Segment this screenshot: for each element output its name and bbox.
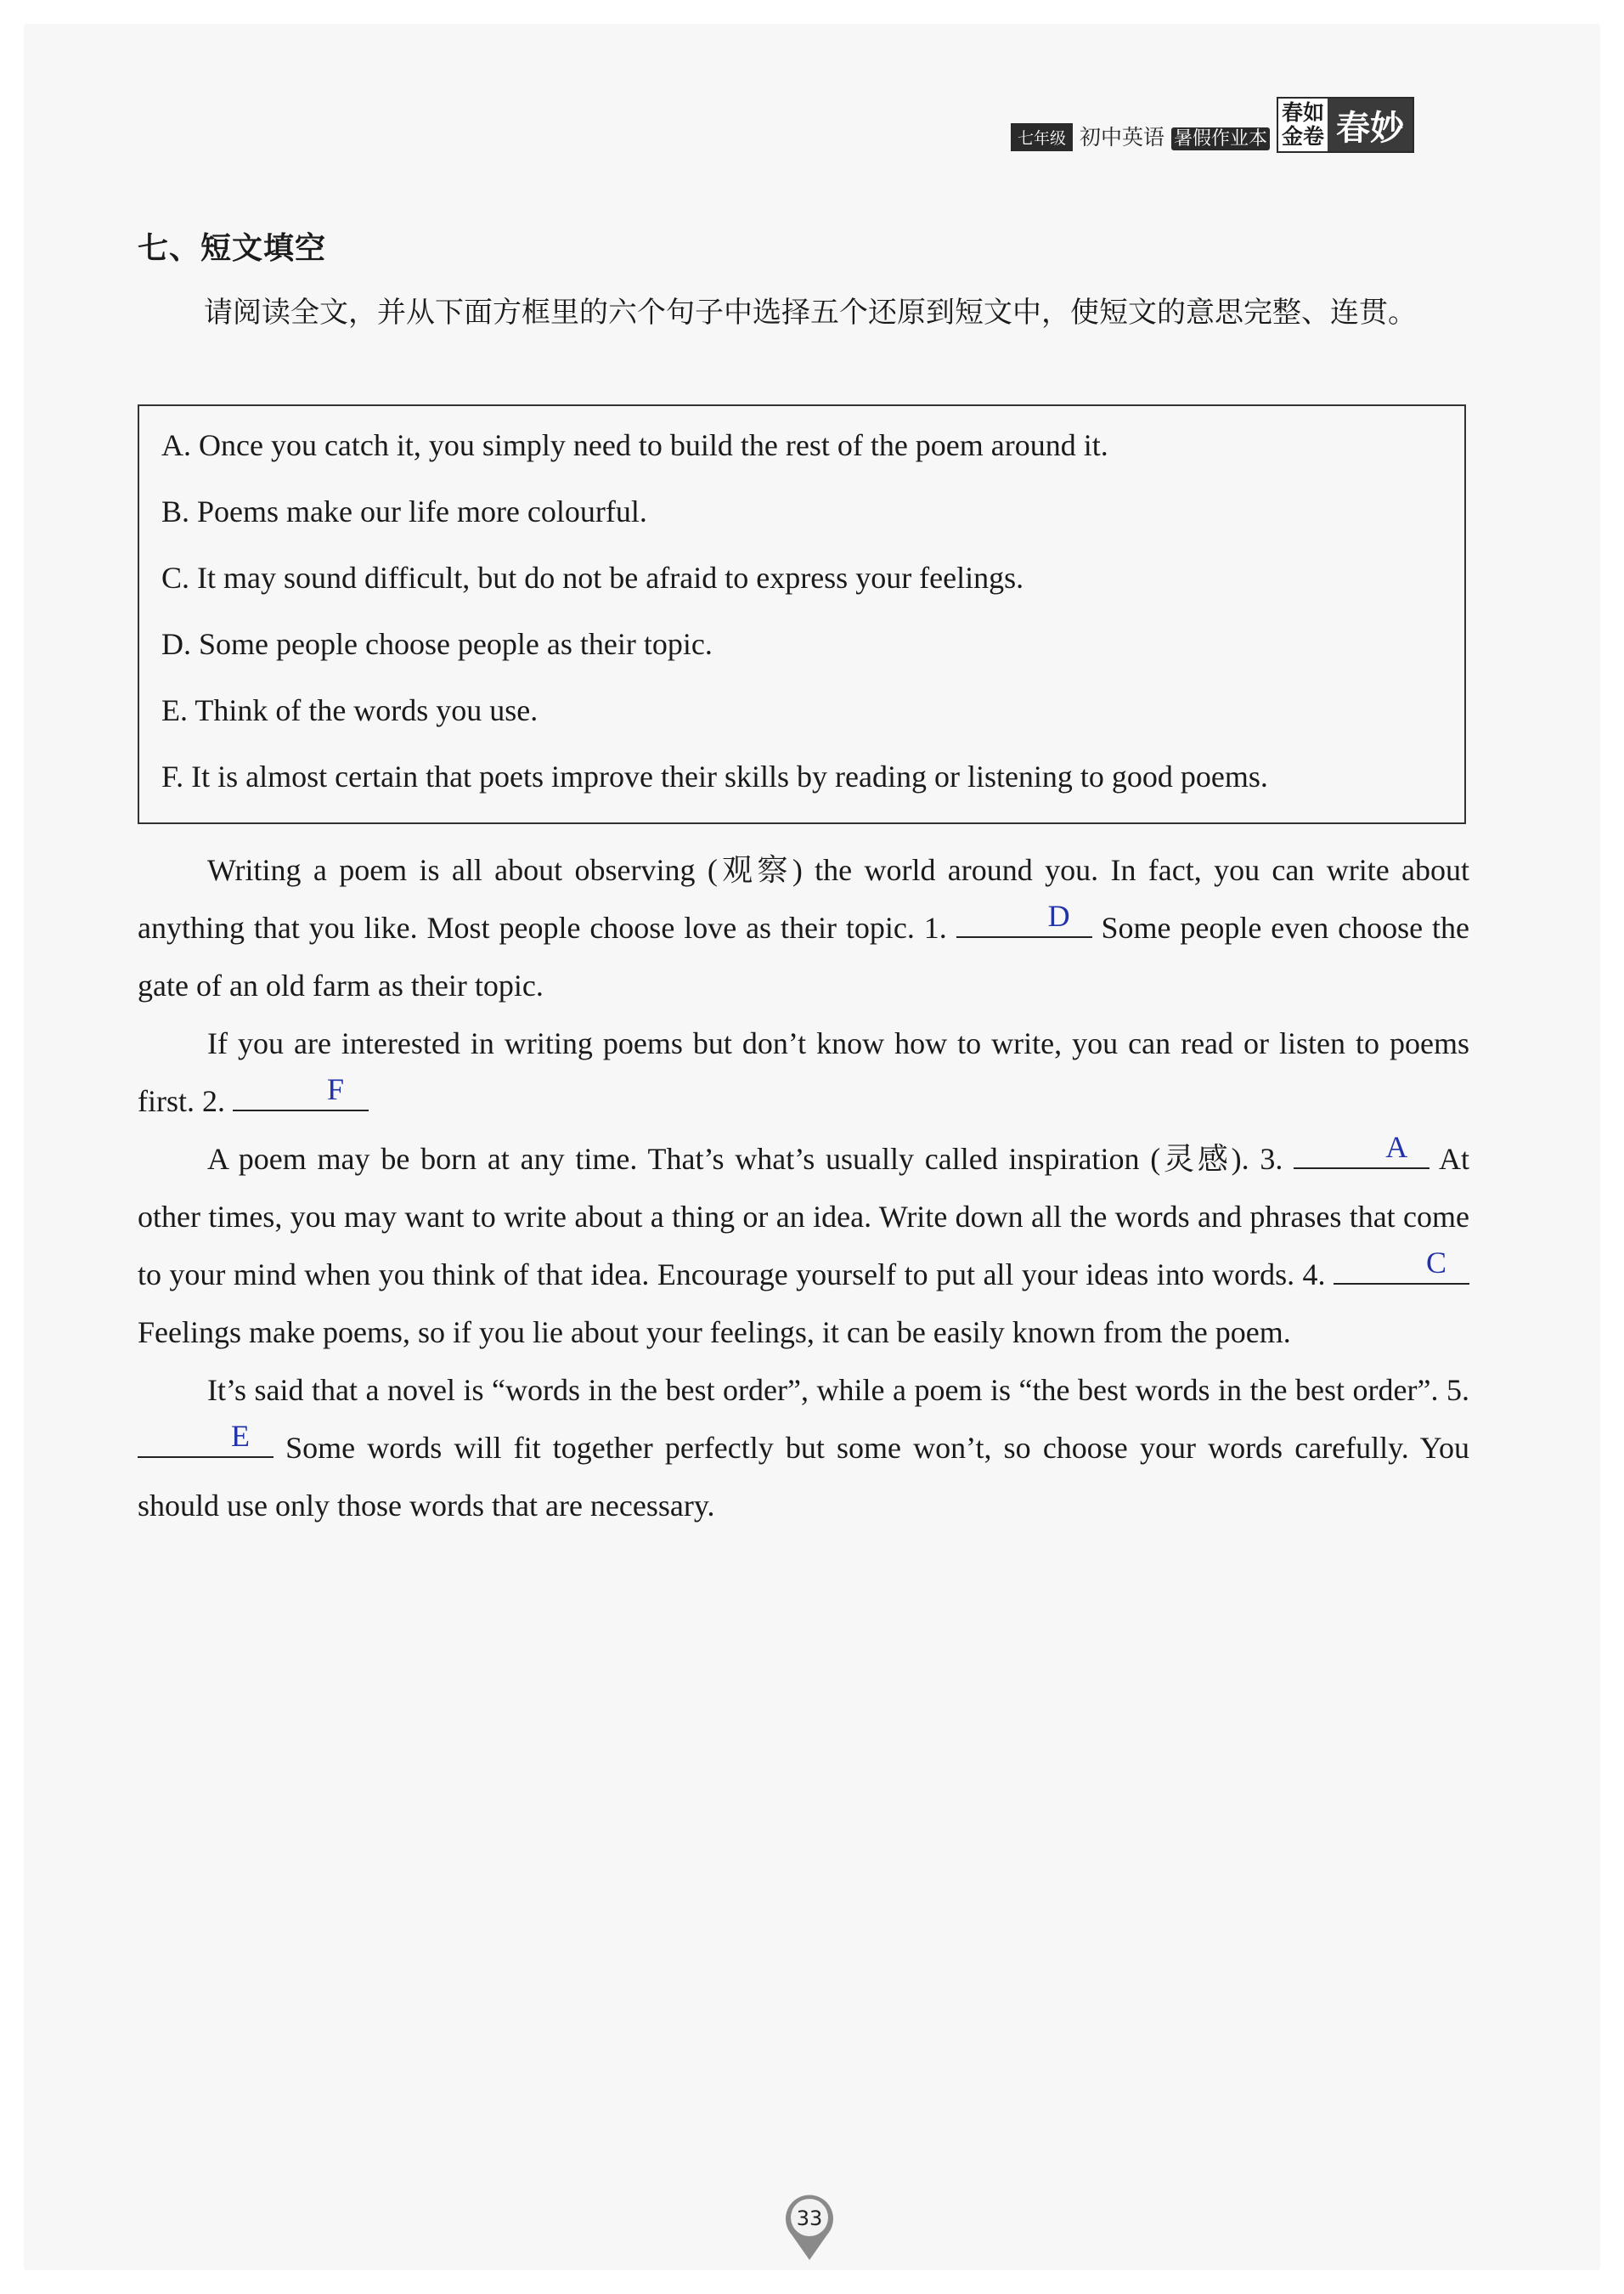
option-b: B. Poems make our life more colourful.: [161, 494, 647, 528]
passage-text: At other times, you may want to write about a thing or an idea. Write down all the words and phrases that come to your mind when you think of that idea. Encourage yourself to put all your ideas into words. 4.: [138, 1142, 1470, 1291]
passage-text: Some people even choose the gate of an old farm as their topic.: [138, 911, 1469, 1003]
series-prefix: 初中英语: [1080, 125, 1165, 150]
answer-blank-2[interactable]: [233, 1072, 369, 1111]
option-a: A. Once you catch it, you simply need to build the rest of the poem around it.: [161, 428, 1108, 462]
answer-2: F: [326, 1072, 345, 1106]
brand-mark: 春妙: [1328, 99, 1413, 151]
answer-blank-3[interactable]: [1294, 1130, 1429, 1169]
brand-line-2: 金卷: [1282, 124, 1325, 149]
passage-text: Some words will fit together perfectly but some won’t, so choose your words carefully. You should use only those words that are necessary.: [138, 1431, 1469, 1523]
option-c: C. It may sound difficult, but do not be afraid to express your feelings.: [161, 561, 1024, 595]
answer-blank-4[interactable]: [1334, 1246, 1469, 1285]
passage-text: If you are interested in writing poems but don’t know how to write, you can read or listen to poems first. 2.: [138, 1026, 1469, 1118]
section-title: 七、短文填空: [138, 231, 327, 266]
brand-text: [1278, 99, 1328, 151]
passage-text: Writing a poem is all about observing (观察) the world around you. In fact, you can write about anything that you like. Most people choose love as their topic. 1.: [138, 853, 1469, 945]
grade-tag: 七年级: [1011, 123, 1073, 151]
answer-3: A: [1385, 1130, 1408, 1164]
series-badge: 暑假作业本: [1171, 127, 1270, 150]
option-f: F. It is almost certain that poets improve their skills by reading or listening to good poems.: [161, 760, 1268, 794]
page-number-marker: [780, 2190, 839, 2262]
answer-1: D: [1047, 899, 1070, 933]
passage-text: It’s said that a novel is “words in the best order”, while a poem is “the best words in the best order”. 5.: [207, 1373, 1469, 1407]
paragraph-1: [138, 841, 1469, 1014]
paragraph-4: [138, 1361, 1469, 1534]
passage-text: A poem may be born at any time. That’s what’s usually called inspiration (灵感). 3.: [207, 1142, 1283, 1176]
paragraph-2: [138, 1014, 1469, 1130]
answer-blank-1[interactable]: [956, 899, 1092, 938]
page-number: 33: [796, 2206, 823, 2230]
options-box: [138, 404, 1466, 824]
passage: [138, 841, 1469, 1534]
brand-logo: [1277, 97, 1414, 153]
page-header: [1011, 95, 1414, 153]
passage-text: Feelings make poems, so if you lie about your feelings, it can be easily known from the poem.: [138, 1315, 1291, 1349]
option-d: D. Some people choose people as their topic.: [161, 627, 713, 661]
brand-line-1: 春如: [1282, 100, 1325, 125]
instruction-text: 请阅读全文，并从下面方框里的六个句子中选择五个还原到短文中，使短文的意思完整、连贯。: [204, 296, 1417, 330]
answer-4: C: [1425, 1246, 1446, 1280]
answer-blank-5[interactable]: [138, 1419, 273, 1458]
series-title: [1080, 121, 1270, 151]
option-e: E. Think of the words you use.: [161, 693, 539, 727]
paragraph-3: [138, 1130, 1469, 1361]
answer-5: E: [231, 1419, 250, 1453]
